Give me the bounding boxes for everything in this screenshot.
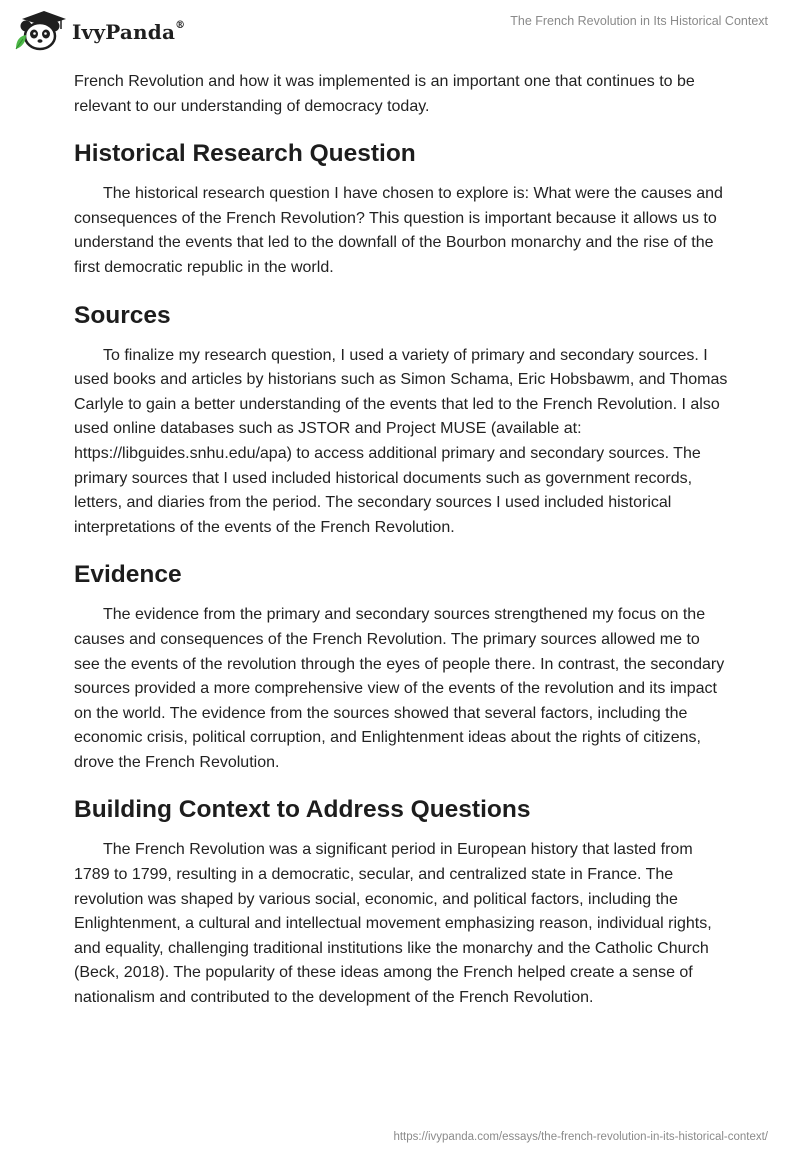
section-heading-building-context: Building Context to Address Questions xyxy=(74,796,531,824)
section-heading-sources: Sources xyxy=(74,301,171,329)
brand-text: IvyPanda xyxy=(72,20,176,44)
section-paragraph-evidence: The evidence from the primary and secondary sources strengthened my focus on the causes and consequences of the French Revolution. The primary sources allowed me to see the events of the revolution through the eyes of people there. In contrast, the secondary sources provided a more comprehensive view of the events of the revolution and its impact on the world. The evidence from the sources showed that several factors, including the economic crisis, political corruption, and Enlightenment ideas about the rights of citizens, drove the French Revolution. xyxy=(74,606,725,771)
section-heading-research-question: Historical Research Question xyxy=(74,140,416,168)
section-heading-evidence: Evidence xyxy=(74,561,182,589)
section-paragraph-building-context: The French Revolution was a significant period in European history that lasted from 1789 to 1799, resulting in a democratic, secular, and centralized state in France. The revolution was shaped by various social, economic, and political factors, including the Enlightenment, a cultural and intellectual movement emphasizing reason, individual rights, and equality, challenging traditional institutions like the monarchy and the Catholic Church (Beck, 2018). The popularity of these ideas among the French helped create a sense of nationalism and contributed to the development of the French Revolution. xyxy=(74,841,712,1007)
lead-paragraph: French Revolution and how it was implemented is an important one that continues to be relevant to our understanding of democracy today. xyxy=(74,73,695,115)
panda-logo-icon xyxy=(14,9,66,51)
essay-content xyxy=(74,70,730,1011)
registered-mark: ® xyxy=(175,20,186,32)
running-title: The French Revolution in Its Historical Context xyxy=(510,14,768,28)
footer-url-link[interactable]: https://ivypanda.com/essays/the-french-revolution-in-its-historical-context/ xyxy=(393,1131,768,1143)
section-paragraph-sources: To finalize my research question, I used a variety of primary and secondary sources. I used books and articles by historians such as Simon Schama, Eric Hobsbawm, and Thomas Carlyle to gain a better understanding of the events that led to the French Revolution. I also used online databases such as JSTOR and Project MUSE (available at: https://libguides.snhu.edu/apa) to access additional primary and secondary sources. The primary sources that I used included historical documents such as government records, letters, and diaries from the period. The secondary sources I used included historical interpretations of the events of the French Revolution. xyxy=(74,346,728,536)
section-paragraph-research-question: The historical research question I have chosen to explore is: What were the causes and consequences of the French Revolution? This question is important because it allows us to understand the events that led to the downfall of the Bourbon monarchy and the rise of the first democratic republic in the world. xyxy=(74,185,723,276)
brand-name xyxy=(72,20,185,44)
ivypanda-logo[interactable] xyxy=(14,9,185,51)
page-header xyxy=(0,0,800,60)
